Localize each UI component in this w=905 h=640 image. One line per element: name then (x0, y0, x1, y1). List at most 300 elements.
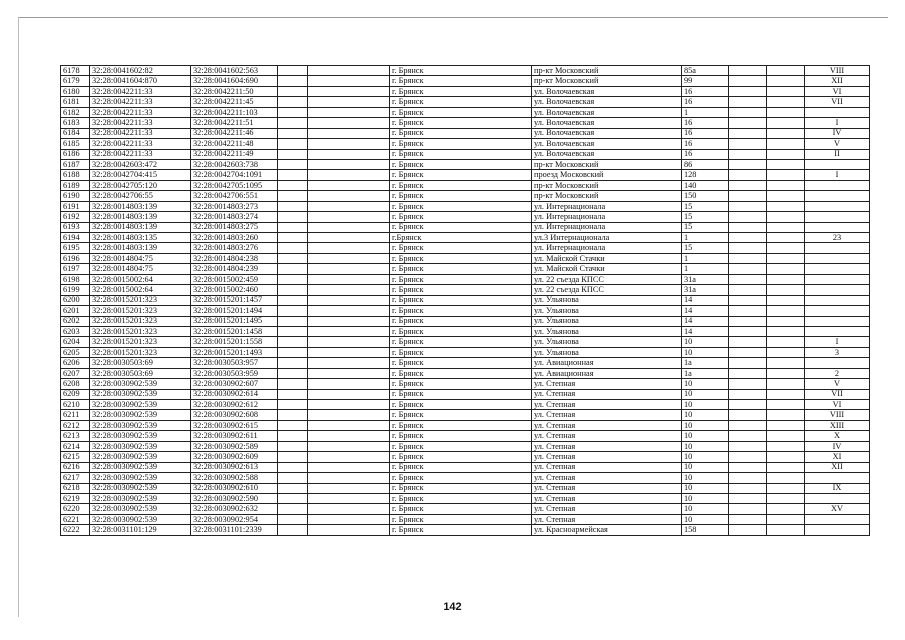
row-number-cell: 6211 (61, 410, 90, 420)
empty-cell-cell (729, 483, 767, 493)
row-number-cell: 6204 (61, 337, 90, 347)
scan-left-border (18, 17, 19, 617)
empty-cell-cell (767, 514, 805, 524)
row-number-cell: 6187 (61, 159, 90, 169)
street-cell: ул. Интернационала (532, 222, 682, 232)
apartment-number-cell (805, 274, 870, 284)
empty-cell-cell (278, 128, 308, 138)
apartment-number-cell (805, 473, 870, 483)
empty-cell-cell (767, 295, 805, 305)
city-cell: г. Брянск (390, 107, 532, 117)
apartment-number-cell (805, 358, 870, 368)
apartment-number-cell (805, 285, 870, 295)
table-row (61, 285, 870, 295)
table-row (61, 389, 870, 399)
empty-cell-cell (729, 420, 767, 430)
land-cadastral-number-cell: 32:28:0042705:120 (90, 180, 191, 190)
city-cell: г. Брянск (390, 253, 532, 263)
street-cell: ул. Степная (532, 514, 682, 524)
house-number-cell: 16 (682, 139, 729, 149)
empty-cell-cell (767, 285, 805, 295)
row-number-cell: 6188 (61, 170, 90, 180)
empty-cell-cell (729, 170, 767, 180)
empty-cell-cell (767, 441, 805, 451)
city-cell: г. Брянск (390, 128, 532, 138)
house-number-cell: 1 (682, 107, 729, 117)
city-cell: г. Брянск (390, 379, 532, 389)
land-cadastral-number-cell: 32:28:0014803:139 (90, 201, 191, 211)
row-number-cell: 6197 (61, 264, 90, 274)
apartment-number-cell: I (805, 337, 870, 347)
empty-cell-cell (729, 285, 767, 295)
street-cell: ул. 22 съезда КПСС (532, 274, 682, 284)
scan-top-border (18, 17, 888, 18)
empty-cell-cell (308, 431, 390, 441)
empty-cell-cell (278, 326, 308, 336)
city-cell: г. Брянск (390, 295, 532, 305)
apartment-number-cell (805, 222, 870, 232)
object-cadastral-number-cell: 32:28:0042705:1095 (191, 180, 278, 190)
apartment-number-cell: VIII (805, 66, 870, 76)
empty-cell-cell (278, 410, 308, 420)
table-row (61, 180, 870, 190)
street-cell: ул. Авиационная (532, 358, 682, 368)
row-number-cell: 6208 (61, 379, 90, 389)
house-number-cell: 10 (682, 493, 729, 503)
table-row (61, 493, 870, 503)
empty-cell-cell (278, 316, 308, 326)
empty-cell-cell (278, 420, 308, 430)
empty-cell-cell (278, 368, 308, 378)
city-cell: г. Брянск (390, 222, 532, 232)
house-number-cell: 10 (682, 379, 729, 389)
empty-cell-cell (278, 493, 308, 503)
empty-cell-cell (729, 326, 767, 336)
object-cadastral-number-cell: 32:28:0030902:612 (191, 400, 278, 410)
empty-cell-cell (308, 170, 390, 180)
house-number-cell: 10 (682, 347, 729, 357)
empty-cell-cell (278, 462, 308, 472)
empty-cell-cell (308, 379, 390, 389)
apartment-number-cell: 3 (805, 347, 870, 357)
empty-cell-cell (767, 379, 805, 389)
empty-cell-cell (308, 295, 390, 305)
row-number-cell: 6189 (61, 180, 90, 190)
empty-cell-cell (729, 441, 767, 451)
city-cell: г. Брянск (390, 410, 532, 420)
empty-cell-cell (767, 337, 805, 347)
street-cell: ул. Степная (532, 473, 682, 483)
empty-cell-cell (767, 326, 805, 336)
empty-cell-cell (308, 368, 390, 378)
empty-cell-cell (308, 86, 390, 96)
table-row (61, 201, 870, 211)
house-number-cell: 15 (682, 243, 729, 253)
apartment-number-cell: XIII (805, 420, 870, 430)
city-cell: г. Брянск (390, 180, 532, 190)
street-cell: ул. Степная (532, 493, 682, 503)
empty-cell-cell (278, 295, 308, 305)
apartment-number-cell (805, 243, 870, 253)
row-number-cell: 6199 (61, 285, 90, 295)
city-cell: г. Брянск (390, 306, 532, 316)
house-number-cell: 86 (682, 159, 729, 169)
object-cadastral-number-cell: 32:28:0014803:260 (191, 233, 278, 243)
street-cell: ул. Майской Стачки (532, 264, 682, 274)
street-cell: ул.3 Интернационала (532, 233, 682, 243)
empty-cell-cell (729, 107, 767, 117)
empty-cell-cell (308, 76, 390, 86)
empty-cell-cell (308, 389, 390, 399)
apartment-number-cell: II (805, 149, 870, 159)
empty-cell-cell (278, 243, 308, 253)
apartment-number-cell (805, 159, 870, 169)
empty-cell-cell (767, 452, 805, 462)
empty-cell-cell (308, 337, 390, 347)
empty-cell-cell (729, 525, 767, 535)
empty-cell-cell (767, 473, 805, 483)
street-cell: пр-кт Московский (532, 180, 682, 190)
object-cadastral-number-cell: 32:28:0042211:51 (191, 118, 278, 128)
empty-cell-cell (308, 149, 390, 159)
row-number-cell: 6181 (61, 97, 90, 107)
empty-cell-cell (308, 326, 390, 336)
empty-cell-cell (278, 253, 308, 263)
object-cadastral-number-cell: 32:28:0030902:609 (191, 452, 278, 462)
street-cell: ул. Интернационала (532, 201, 682, 211)
house-number-cell: 1 (682, 233, 729, 243)
city-cell: г. Брянск (390, 139, 532, 149)
apartment-number-cell: VI (805, 86, 870, 96)
house-number-cell: 31а (682, 285, 729, 295)
apartment-number-cell (805, 525, 870, 535)
object-cadastral-number-cell: 32:28:0014804:238 (191, 253, 278, 263)
street-cell: ул. Степная (532, 431, 682, 441)
empty-cell-cell (729, 316, 767, 326)
house-number-cell: 31а (682, 274, 729, 284)
street-cell: ул. Степная (532, 420, 682, 430)
empty-cell-cell (278, 191, 308, 201)
empty-cell-cell (767, 128, 805, 138)
street-cell: ул. Ульянова (532, 347, 682, 357)
apartment-number-cell: VI (805, 400, 870, 410)
empty-cell-cell (308, 306, 390, 316)
land-cadastral-number-cell: 32:28:0030902:539 (90, 514, 191, 524)
empty-cell-cell (767, 66, 805, 76)
apartment-number-cell (805, 201, 870, 211)
table-row (61, 452, 870, 462)
object-cadastral-number-cell: 32:28:0030902:588 (191, 473, 278, 483)
apartment-number-cell: XII (805, 462, 870, 472)
house-number-cell: 10 (682, 420, 729, 430)
object-cadastral-number-cell: 32:28:0030902:589 (191, 441, 278, 451)
empty-cell-cell (278, 504, 308, 514)
object-cadastral-number-cell: 32:28:0030902:607 (191, 379, 278, 389)
row-number-cell: 6209 (61, 389, 90, 399)
land-cadastral-number-cell: 32:28:0042706:55 (90, 191, 191, 201)
empty-cell-cell (767, 274, 805, 284)
land-cadastral-number-cell: 32:28:0014804:75 (90, 264, 191, 274)
empty-cell-cell (278, 66, 308, 76)
city-cell: г. Брянск (390, 473, 532, 483)
empty-cell-cell (767, 525, 805, 535)
street-cell: ул. Степная (532, 379, 682, 389)
apartment-number-cell: 2 (805, 368, 870, 378)
empty-cell-cell (729, 149, 767, 159)
house-number-cell: 10 (682, 514, 729, 524)
table-row (61, 379, 870, 389)
street-cell: ул. Степная (532, 400, 682, 410)
empty-cell-cell (278, 274, 308, 284)
table-row (61, 504, 870, 514)
row-number-cell: 6214 (61, 441, 90, 451)
apartment-number-cell (805, 191, 870, 201)
house-number-cell: 16 (682, 128, 729, 138)
object-cadastral-number-cell: 32:28:0015002:460 (191, 285, 278, 295)
object-cadastral-number-cell: 32:28:0042211:49 (191, 149, 278, 159)
land-cadastral-number-cell: 32:28:0015201:323 (90, 326, 191, 336)
object-cadastral-number-cell: 32:28:0041604:690 (191, 76, 278, 86)
land-cadastral-number-cell: 32:28:0030902:539 (90, 504, 191, 514)
row-number-cell: 6220 (61, 504, 90, 514)
house-number-cell: 150 (682, 191, 729, 201)
row-number-cell: 6179 (61, 76, 90, 86)
row-number-cell: 6193 (61, 222, 90, 232)
land-cadastral-number-cell: 32:28:0030902:539 (90, 400, 191, 410)
city-cell: г. Брянск (390, 170, 532, 180)
empty-cell-cell (278, 212, 308, 222)
city-cell: г. Брянск (390, 368, 532, 378)
land-cadastral-number-cell: 32:28:0030902:539 (90, 452, 191, 462)
empty-cell-cell (767, 86, 805, 96)
empty-cell-cell (308, 128, 390, 138)
object-cadastral-number-cell: 32:28:0042704:1091 (191, 170, 278, 180)
apartment-number-cell: IV (805, 128, 870, 138)
empty-cell-cell (278, 139, 308, 149)
empty-cell-cell (308, 473, 390, 483)
land-cadastral-number-cell: 32:28:0030902:539 (90, 473, 191, 483)
empty-cell-cell (308, 462, 390, 472)
table-row (61, 118, 870, 128)
empty-cell-cell (729, 243, 767, 253)
empty-cell-cell (278, 180, 308, 190)
empty-cell-cell (278, 222, 308, 232)
empty-cell-cell (767, 358, 805, 368)
street-cell: ул. Степная (532, 441, 682, 451)
empty-cell-cell (729, 86, 767, 96)
table-row (61, 139, 870, 149)
land-cadastral-number-cell: 32:28:0014803:139 (90, 243, 191, 253)
street-cell: ул. Волочаевская (532, 97, 682, 107)
land-cadastral-number-cell: 32:28:0015201:323 (90, 347, 191, 357)
land-cadastral-number-cell: 32:28:0015201:323 (90, 306, 191, 316)
empty-cell-cell (278, 514, 308, 524)
empty-cell-cell (729, 358, 767, 368)
city-cell: г. Брянск (390, 326, 532, 336)
house-number-cell: 15 (682, 212, 729, 222)
empty-cell-cell (308, 180, 390, 190)
row-number-cell: 6219 (61, 493, 90, 503)
row-number-cell: 6215 (61, 452, 90, 462)
table-row (61, 400, 870, 410)
empty-cell-cell (308, 452, 390, 462)
row-number-cell: 6218 (61, 483, 90, 493)
empty-cell-cell (308, 212, 390, 222)
street-cell: ул. Красноармейская (532, 525, 682, 535)
empty-cell-cell (308, 264, 390, 274)
row-number-cell: 6216 (61, 462, 90, 472)
empty-cell-cell (278, 107, 308, 117)
empty-cell-cell (278, 525, 308, 535)
land-cadastral-number-cell: 32:28:0014803:135 (90, 233, 191, 243)
city-cell: г. Брянск (390, 243, 532, 253)
house-number-cell: 10 (682, 400, 729, 410)
empty-cell-cell (767, 400, 805, 410)
empty-cell-cell (767, 483, 805, 493)
object-cadastral-number-cell: 32:28:0030902:954 (191, 514, 278, 524)
empty-cell-cell (767, 389, 805, 399)
empty-cell-cell (729, 306, 767, 316)
table-row (61, 462, 870, 472)
empty-cell-cell (767, 180, 805, 190)
object-cadastral-number-cell: 32:28:0030902:613 (191, 462, 278, 472)
table-row (61, 66, 870, 76)
row-number-cell: 6191 (61, 201, 90, 211)
city-cell: г. Брянск (390, 514, 532, 524)
land-cadastral-number-cell: 32:28:0030503:69 (90, 358, 191, 368)
table-row (61, 86, 870, 96)
empty-cell-cell (767, 306, 805, 316)
empty-cell-cell (278, 389, 308, 399)
city-cell: г. Брянск (390, 452, 532, 462)
object-cadastral-number-cell: 32:28:0030902:608 (191, 410, 278, 420)
city-cell: г. Брянск (390, 264, 532, 274)
empty-cell-cell (308, 504, 390, 514)
empty-cell-cell (308, 97, 390, 107)
apartment-number-cell (805, 316, 870, 326)
object-cadastral-number-cell: 32:28:0014804:239 (191, 264, 278, 274)
house-number-cell: 140 (682, 180, 729, 190)
empty-cell-cell (767, 431, 805, 441)
house-number-cell: 10 (682, 441, 729, 451)
table-row (61, 431, 870, 441)
land-cadastral-number-cell: 32:28:0014804:75 (90, 253, 191, 263)
row-number-cell: 6182 (61, 107, 90, 117)
object-cadastral-number-cell: 32:28:0042211:46 (191, 128, 278, 138)
table-row (61, 368, 870, 378)
object-cadastral-number-cell: 32:28:0015201:1458 (191, 326, 278, 336)
row-number-cell: 6217 (61, 473, 90, 483)
empty-cell-cell (767, 316, 805, 326)
apartment-number-cell (805, 253, 870, 263)
row-number-cell: 6198 (61, 274, 90, 284)
street-cell: ул. Степная (532, 452, 682, 462)
empty-cell-cell (767, 170, 805, 180)
apartment-number-cell (805, 306, 870, 316)
empty-cell-cell (308, 493, 390, 503)
apartment-number-cell (805, 107, 870, 117)
land-cadastral-number-cell: 32:28:0042211:33 (90, 118, 191, 128)
land-cadastral-number-cell: 32:28:0030902:539 (90, 441, 191, 451)
house-number-cell: 10 (682, 389, 729, 399)
empty-cell-cell (767, 222, 805, 232)
empty-cell-cell (729, 264, 767, 274)
apartment-number-cell: XII (805, 76, 870, 86)
table-row (61, 483, 870, 493)
empty-cell-cell (278, 473, 308, 483)
empty-cell-cell (729, 452, 767, 462)
city-cell: г. Брянск (390, 274, 532, 284)
house-number-cell: 85а (682, 66, 729, 76)
street-cell: ул. 22 съезда КПСС (532, 285, 682, 295)
house-number-cell: 10 (682, 410, 729, 420)
empty-cell-cell (278, 306, 308, 316)
empty-cell-cell (308, 233, 390, 243)
land-cadastral-number-cell: 32:28:0014803:139 (90, 222, 191, 232)
empty-cell-cell (767, 368, 805, 378)
empty-cell-cell (308, 316, 390, 326)
empty-cell-cell (308, 243, 390, 253)
empty-cell-cell (278, 431, 308, 441)
empty-cell-cell (729, 368, 767, 378)
house-number-cell: 10 (682, 337, 729, 347)
city-cell: г. Брянск (390, 285, 532, 295)
table-row (61, 128, 870, 138)
empty-cell-cell (767, 97, 805, 107)
house-number-cell: 10 (682, 473, 729, 483)
empty-cell-cell (729, 347, 767, 357)
table-row (61, 243, 870, 253)
land-cadastral-number-cell: 32:28:0030902:539 (90, 420, 191, 430)
house-number-cell: 14 (682, 306, 729, 316)
street-cell: ул. Интернационала (532, 212, 682, 222)
land-cadastral-number-cell: 32:28:0042211:33 (90, 139, 191, 149)
registry-table-body (61, 66, 870, 536)
row-number-cell: 6192 (61, 212, 90, 222)
empty-cell-cell (729, 295, 767, 305)
row-number-cell: 6196 (61, 253, 90, 263)
house-number-cell: 10 (682, 452, 729, 462)
city-cell: г. Брянск (390, 420, 532, 430)
street-cell: ул. Волочаевская (532, 107, 682, 117)
table-row (61, 107, 870, 117)
object-cadastral-number-cell: 32:28:0031101:2339 (191, 525, 278, 535)
object-cadastral-number-cell: 32:28:0030902:610 (191, 483, 278, 493)
land-cadastral-number-cell: 32:28:0041602:82 (90, 66, 191, 76)
row-number-cell: 6178 (61, 66, 90, 76)
empty-cell-cell (767, 420, 805, 430)
apartment-number-cell: IV (805, 441, 870, 451)
object-cadastral-number-cell: 32:28:0014803:275 (191, 222, 278, 232)
empty-cell-cell (767, 191, 805, 201)
house-number-cell: 16 (682, 97, 729, 107)
apartment-number-cell: VIII (805, 410, 870, 420)
land-cadastral-number-cell: 32:28:0042603:472 (90, 159, 191, 169)
empty-cell-cell (767, 504, 805, 514)
empty-cell-cell (767, 253, 805, 263)
city-cell: г. Брянск (390, 149, 532, 159)
apartment-number-cell: VII (805, 389, 870, 399)
city-cell: г. Брянск (390, 525, 532, 535)
empty-cell-cell (278, 76, 308, 86)
house-number-cell: 16 (682, 149, 729, 159)
empty-cell-cell (729, 212, 767, 222)
object-cadastral-number-cell: 32:28:0015201:1494 (191, 306, 278, 316)
row-number-cell: 6206 (61, 358, 90, 368)
empty-cell-cell (729, 97, 767, 107)
land-cadastral-number-cell: 32:28:0030503:69 (90, 368, 191, 378)
street-cell: ул. Интернационала (532, 243, 682, 253)
